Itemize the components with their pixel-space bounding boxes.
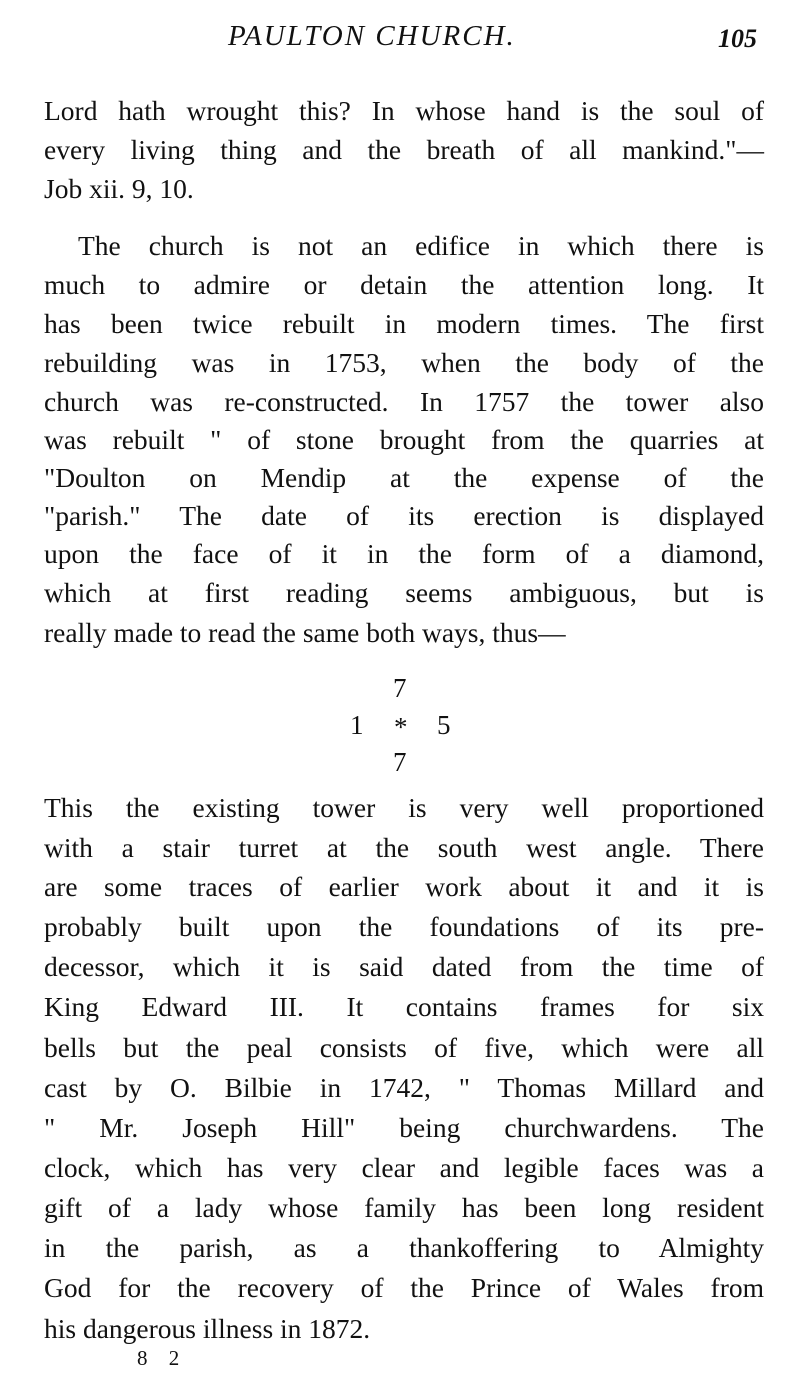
text-line: King Edward III. It contains frames for six [44,991,764,1022]
running-title: PAULTON CHURCH. [228,20,516,52]
date-digit-left: 1 [350,710,364,740]
text-line: "Doulton on Mendip at the expense of the [44,462,764,493]
text-line: his dangerous illness in 1872. [44,1313,371,1344]
text-line: Lord hath wrought this? In whose hand is the soul of [44,95,764,126]
text-line: decessor, which it is said dated from the time of [44,951,764,982]
text-line: "parish." The date of its erection is displayed [44,500,764,531]
text-line: This the existing tower is very well proportioned [44,792,764,823]
date-digit-top: 7 [393,673,407,703]
text-line: cast by O. Bilbie in 1742, " Thomas Millard and [44,1072,764,1103]
text-line: probably built upon the foundations of its pre- [44,911,764,942]
date-asterisk: * [394,712,408,742]
date-digit-bottom: 7 [393,747,407,777]
text-line: upon the face of it in the form of a diamond, [44,538,764,569]
text-line: really made to read the same both ways, thus— [44,617,566,648]
text-line: bells but the peal consists of five, which were all [44,1032,764,1063]
text-line: God for the recovery of the Prince of Wales from [44,1272,764,1303]
text-line: in the parish, as a thankoffering to Almighty [44,1232,764,1263]
text-line: clock, which has very clear and legible faces was a [44,1152,764,1183]
text-line: Job xii. 9, 10. [44,173,194,204]
text-line: was rebuilt " of stone brought from the quarries at [44,424,764,455]
running-head [0,20,800,60]
date-digit-right: 5 [437,710,451,740]
signature-mark: 8 2 [137,1346,188,1370]
text-line: church was re-constructed. In 1757 the tower also [44,386,764,417]
text-line: every living thing and the breath of all mankind."— [44,134,764,165]
text-line: The church is not an edifice in which there is [78,230,764,261]
text-line: rebuilding was in 1753, when the body of the [44,347,764,378]
text-line: much to admire or detain the attention long. It [44,269,764,300]
text-line: gift of a lady whose family has been long resident [44,1192,764,1223]
text-line: are some traces of earlier work about it and it is [44,871,764,902]
text-line: which at first reading seems ambiguous, but is [44,577,764,608]
text-line: has been twice rebuilt in modern times. The first [44,308,764,339]
text-line: with a stair turret at the south west angle. There [44,832,764,863]
text-line: " Mr. Joseph Hill" being churchwardens. The [44,1112,764,1143]
page-number: 105 [718,24,757,53]
